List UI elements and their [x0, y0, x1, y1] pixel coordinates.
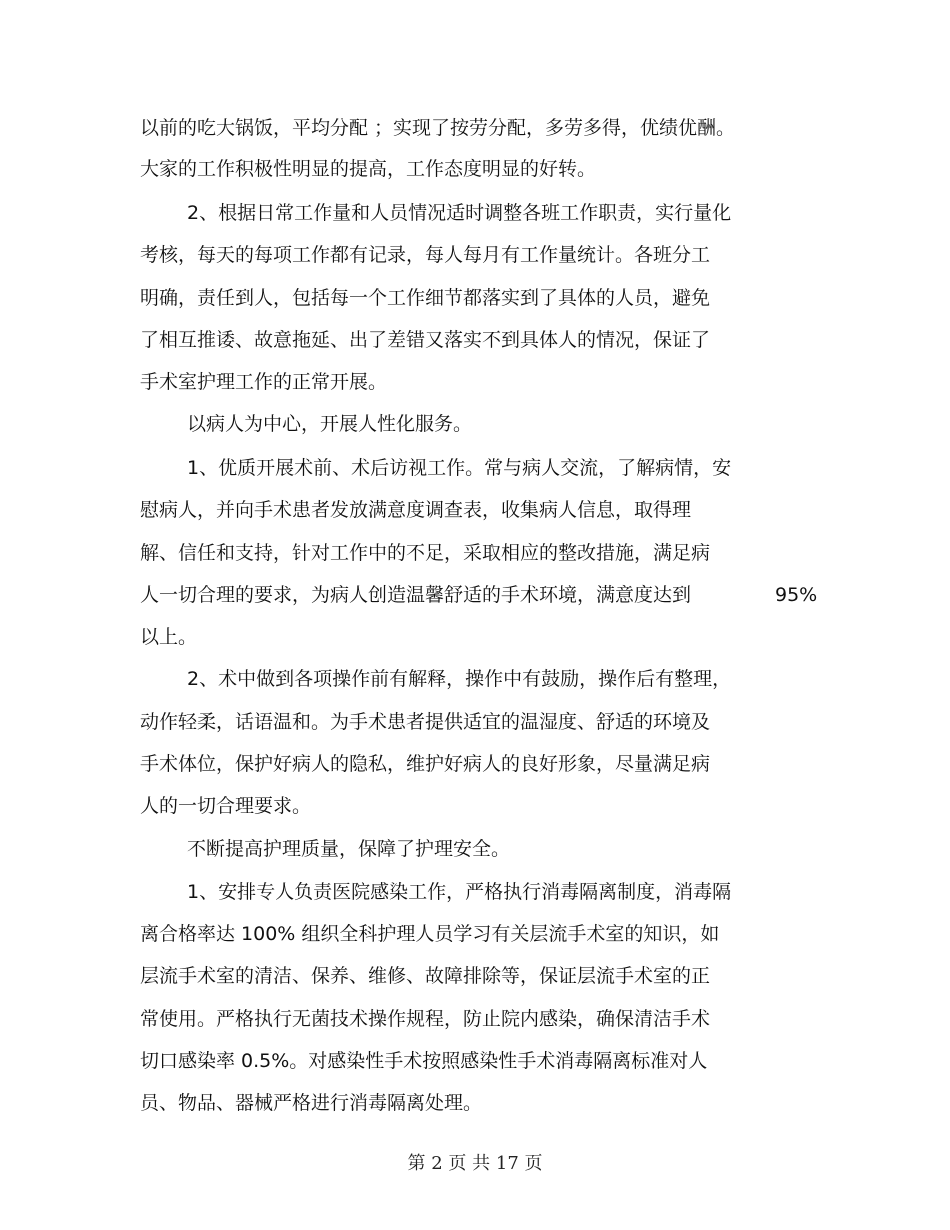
paragraph-line: 大家的工作积极性明显的提高，工作态度明显的好转。: [140, 158, 597, 180]
footer-prefix: 第: [407, 1153, 426, 1174]
paragraph-line: 切口感染率 0.5%。对感染性手术按照感染性手术消毒隔离标准对人: [140, 1050, 708, 1072]
paragraph-line: 手术室护理工作的正常开展。: [140, 371, 388, 393]
paragraph-line: 以前的吃大锅饭，平均分配 ；实现了按劳分配，多劳多得，优绩优酬。: [140, 117, 736, 139]
paragraph-line: 离合格率达 100% 组织全科护理人员学习有关层流手术室的知识，如: [140, 923, 720, 945]
paragraph-line: 人的一切合理要求。: [140, 795, 312, 817]
footer-mid: 页 共: [448, 1153, 491, 1174]
total-pages-number: 17: [495, 1153, 519, 1174]
satisfaction-percent: 95%: [775, 584, 818, 606]
paragraph-line: 员、物品、器械严格进行消毒隔离处理。: [140, 1092, 483, 1114]
paragraph-line: 1、安排专人负责医院感染工作，严格执行消毒隔离制度，消毒隔: [187, 881, 732, 903]
current-page-number: 2: [431, 1153, 443, 1174]
paragraph-line: 慰病人，并向手术患者发放满意度调查表，收集病人信息，取得理: [140, 499, 692, 521]
paragraph-line: 层流手术室的清洁、保养、维修、故障排除等，保证层流手术室的正: [140, 965, 711, 987]
section-heading: 以病人为中心，开展人性化服务。: [187, 413, 473, 435]
footer-suffix: 页: [524, 1153, 543, 1174]
paragraph-line: 动作轻柔，话语温和。为手术患者提供适宜的温湿度、舒适的环境及: [140, 711, 711, 733]
paragraph-line: 1、优质开展术前、术后访视工作。常与病人交流，了解病情，安: [187, 457, 732, 479]
paragraph-line: 了相互推诿、故意拖延、出了差错又落实不到具体人的情况，保证了: [140, 329, 711, 351]
paragraph-line: 常使用。严格执行无菌技术操作规程，防止院内感染，确保清洁手术: [140, 1008, 711, 1030]
paragraph-line: 2、术中做到各项操作前有解释，操作中有鼓励，操作后有整理，: [187, 668, 732, 690]
paragraph-line: 人一切合理的要求，为病人创造温馨舒适的手术环境，满意度达到: [140, 584, 692, 606]
section-heading: 不断提高护理质量，保障了护理安全。: [187, 838, 511, 860]
paragraph-line: 解、信任和支持，针对工作中的不足，采取相应的整改措施，满足病: [140, 542, 711, 564]
paragraph-line: 2、根据日常工作量和人员情况适时调整各班工作职责，实行量化: [187, 202, 732, 224]
paragraph-line: 手术体位，保护好病人的隐私，维护好病人的良好形象，尽量满足病: [140, 753, 711, 775]
paragraph-line: 考核，每天的每项工作都有记录，每人每月有工作量统计。各班分工: [140, 244, 711, 266]
page-footer: [0, 1152, 950, 1176]
paragraph-line: 以上。: [140, 626, 198, 648]
paragraph-line: 明确，责任到人，包括每一个工作细节都落实到了具体的人员，避免: [140, 287, 711, 309]
